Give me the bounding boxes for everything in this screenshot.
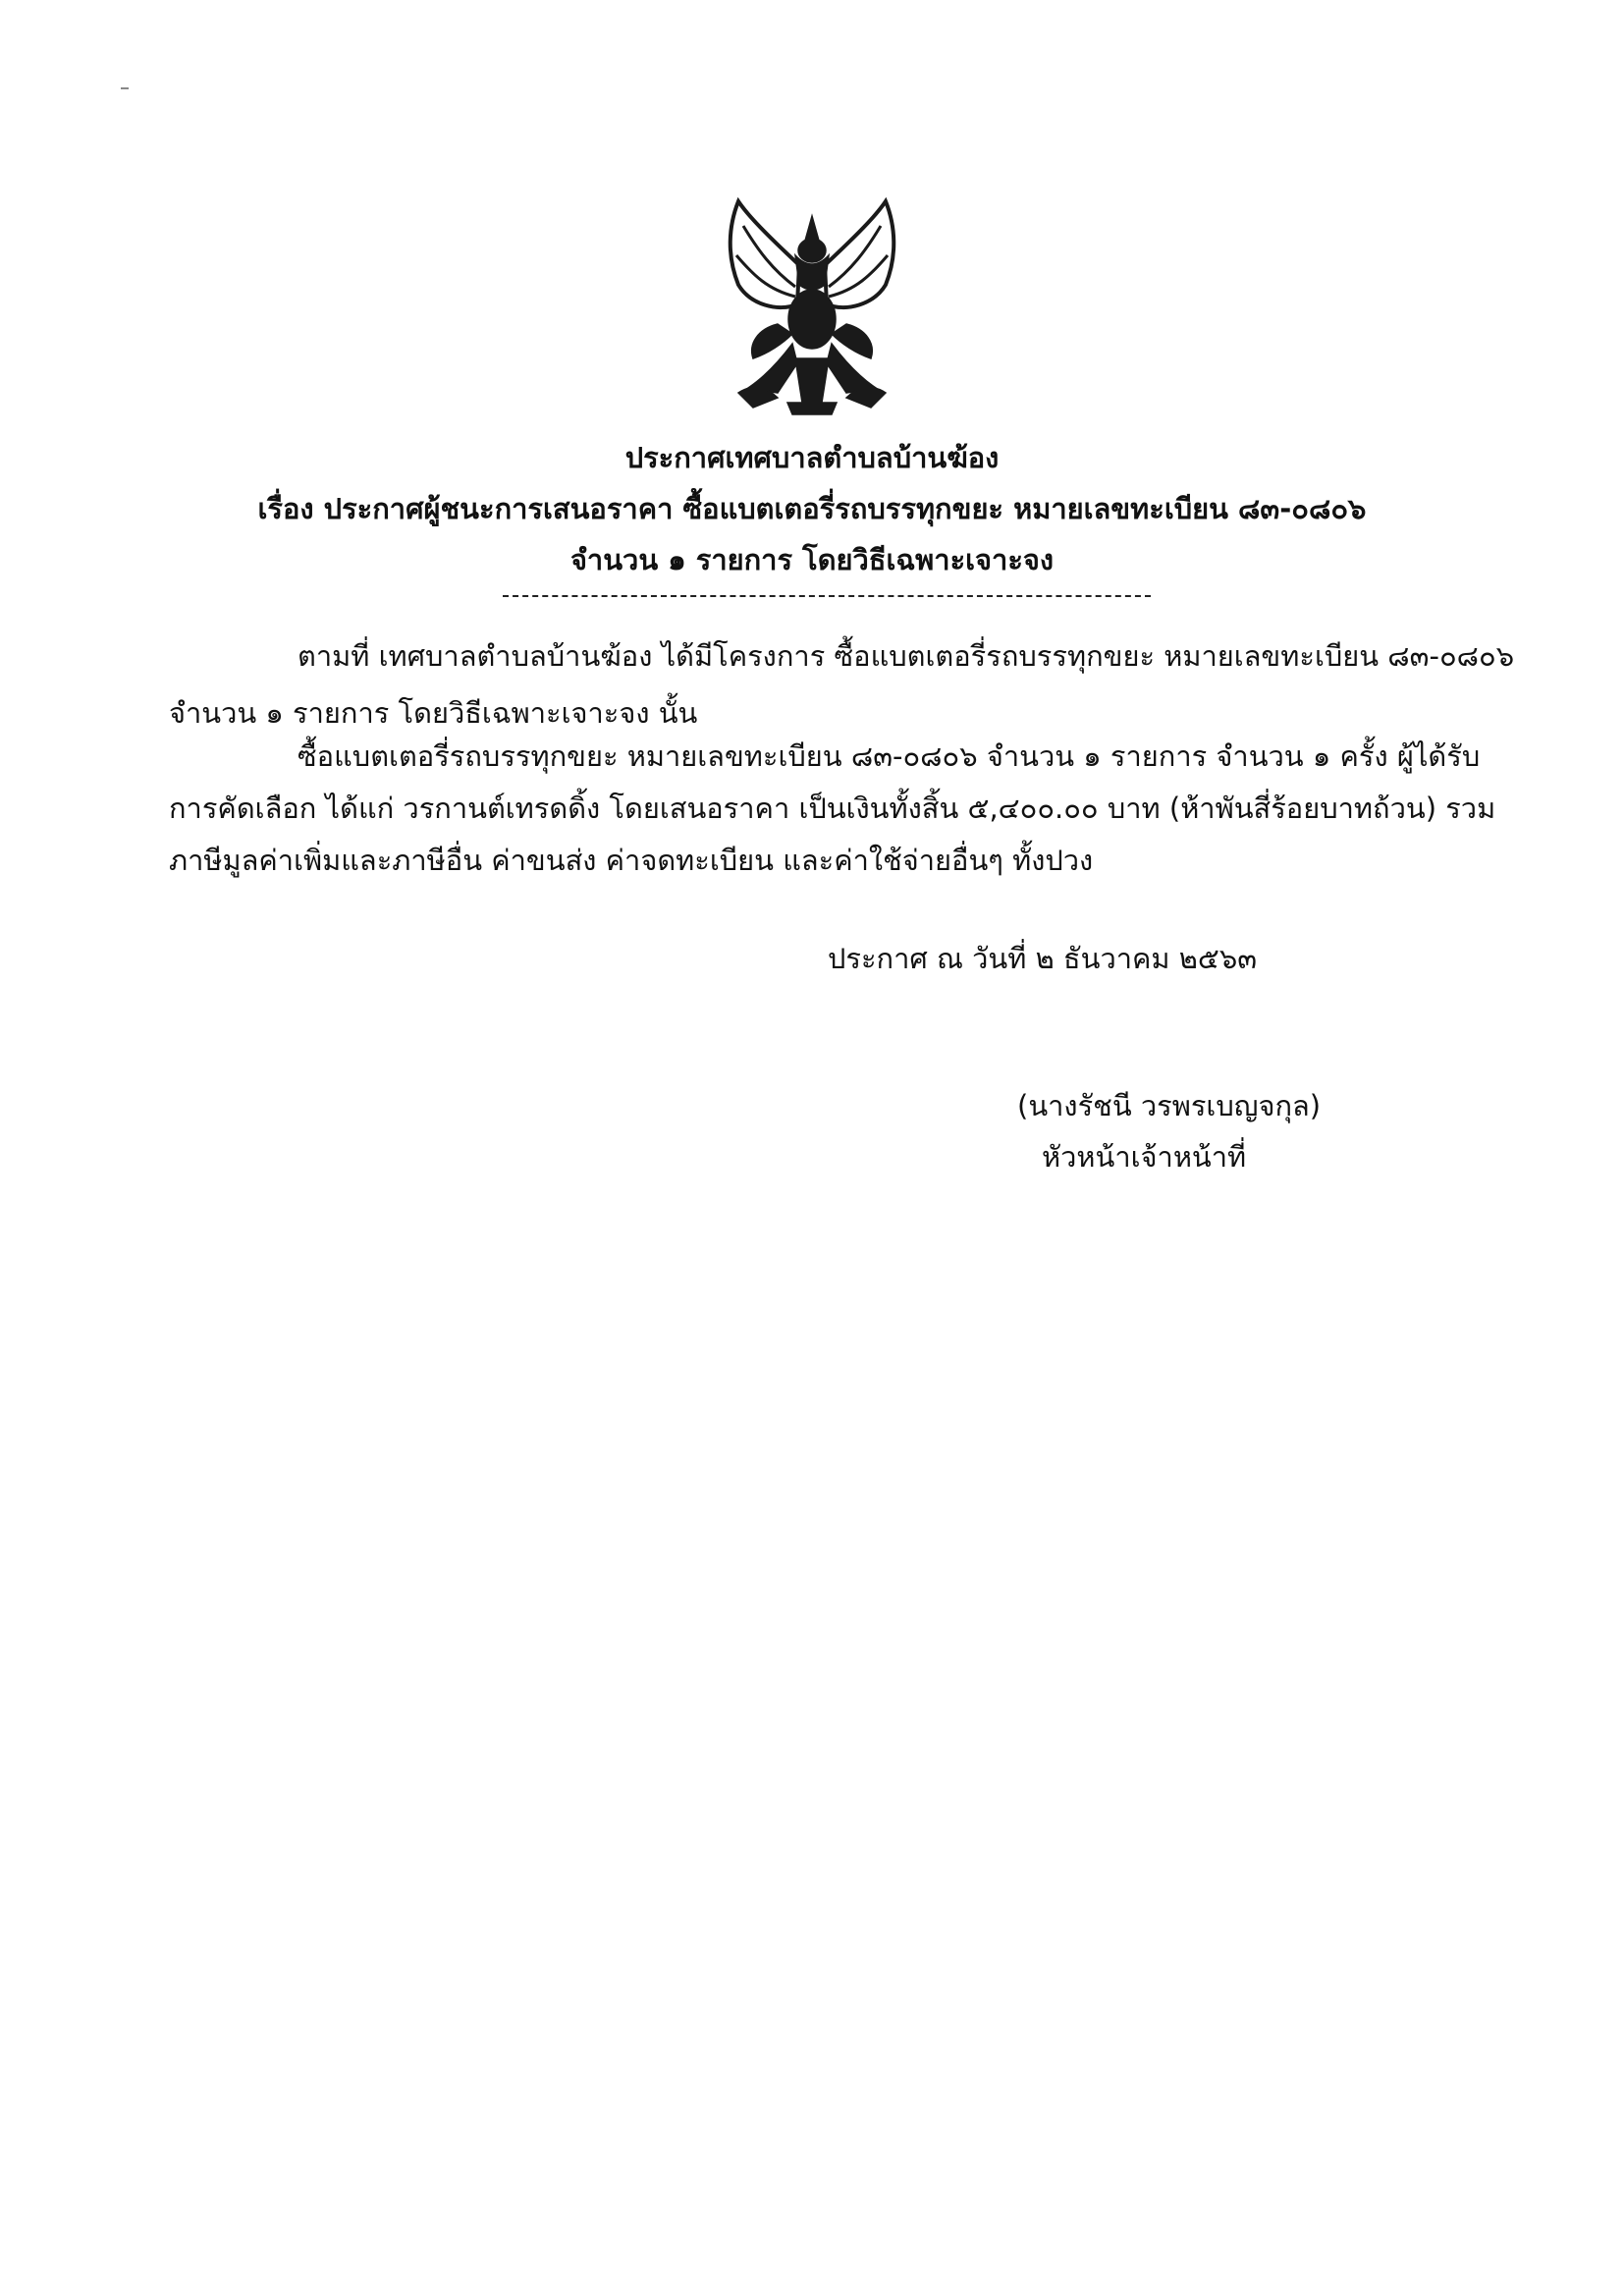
signatory-position: หัวหน้าเจ้าหน้าที่ (1042, 1140, 1247, 1174)
announcement-date: ประกาศ ณ วันที่ ๒ ธันวาคม ๒๕๖๓ (828, 942, 1258, 975)
header-divider (503, 595, 1151, 597)
paragraph-1-line-2: จำนวน ๑ รายการ โดยวิธีเฉพาะเจาะจง นั้น (169, 696, 698, 730)
header-subject: เรื่อง ประกาศผู้ชนะการเสนอราคา ซื้อแบตเตอรี่รถบรรทุกขยะ หมายเลขทะเบียน ๘๓-๐๘๐๖ (257, 492, 1367, 525)
signatory-name: (นางรัชนี วรพรเบญจกุล) (1017, 1089, 1322, 1122)
paragraph-2-line-3: ภาษีมูลค่าเพิ่มและภาษีอื่น ค่าขนส่ง ค่าจดทะเบียน และค่าใช้จ่ายอื่นๆ ทั้งปวง (169, 844, 1094, 877)
header-detail: จำนวน ๑ รายการ โดยวิธีเฉพาะเจาะจง (569, 543, 1055, 576)
paragraph-2-line-2: การคัดเลือก ได้แก่ วรกานต์เทรดดิ้ง โดยเสนอราคา เป็นเงินทั้งสิ้น ๕,๔๐๐.๐๐ บาท (ห้าพันสี่ร้อยบาทถ้วน) รวม (169, 792, 1496, 825)
garuda-emblem-icon (709, 196, 915, 417)
header-organization: ประกาศเทศบาลตำบลบ้านฆ้อง (624, 441, 1000, 474)
scan-speck (121, 87, 129, 89)
paragraph-2-line-1: ซื้อแบตเตอรี่รถบรรทุกขยะ หมายเลขทะเบียน ๘๓-๐๘๐๖ จำนวน ๑ รายการ จำนวน ๑ ครั้ง ผู้ได้รับ (298, 739, 1481, 773)
paragraph-1-line-1: ตามที่ เทศบาลตำบลบ้านฆ้อง ได้มีโครงการ ซื้อแบตเตอรี่รถบรรทุกขยะ หมายเลขทะเบียน ๘๓-๐๘๐๖ (298, 639, 1515, 673)
